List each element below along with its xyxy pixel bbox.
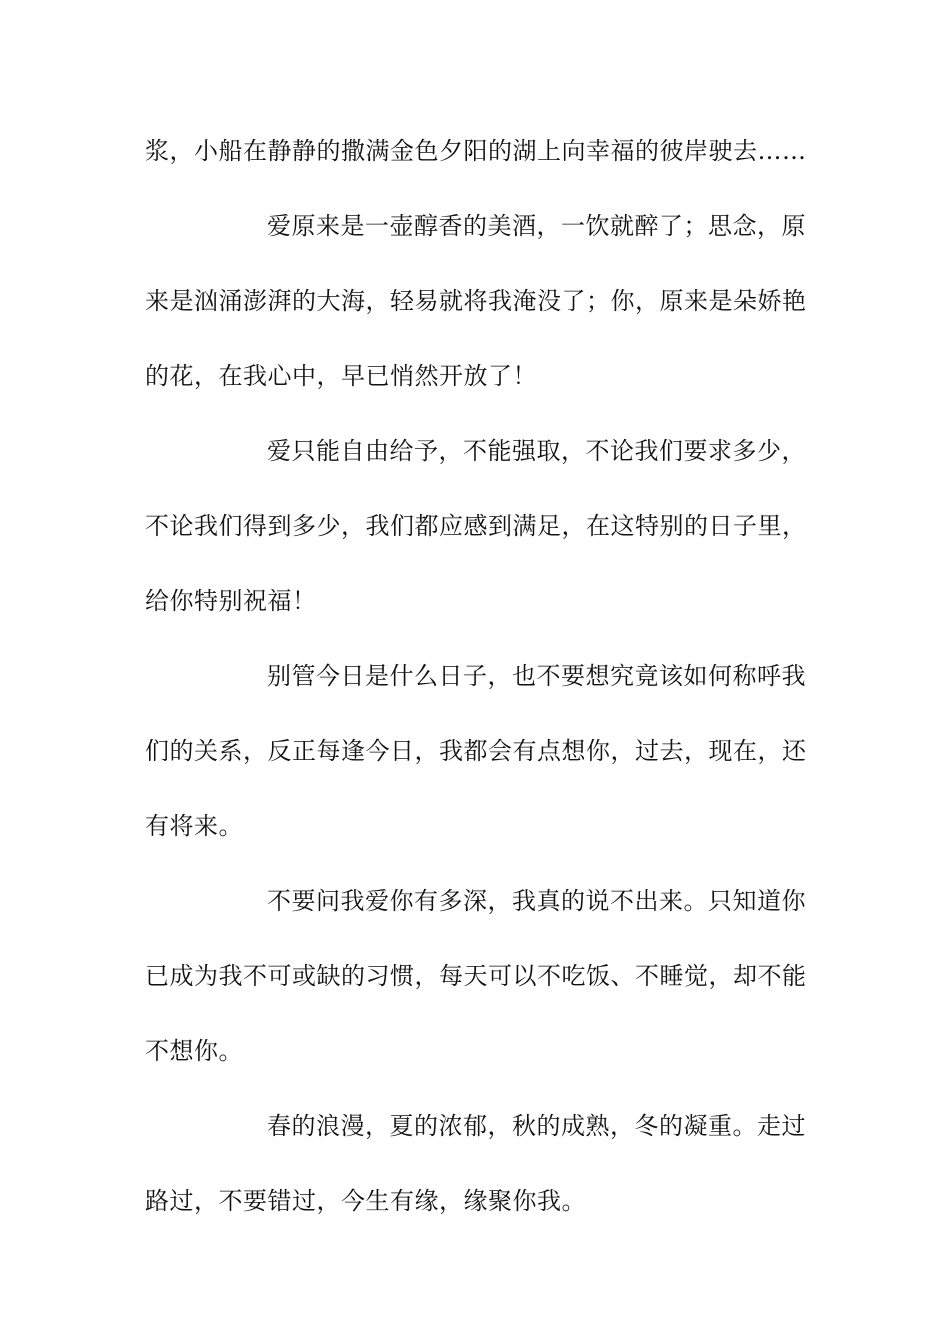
text-line: 不想你。 — [145, 1037, 243, 1065]
text-line: 不论我们得到多少，我们都应感到满足，在这特别的日子里， — [145, 512, 807, 540]
paragraph-first-line: 爱原来是一壶醇香的美酒，一饮就醉了；思念，原 — [267, 212, 806, 240]
text-line: 给你特别祝福！ — [145, 587, 317, 615]
text-line: 的花，在我心中，早已悄然开放了！ — [145, 362, 537, 390]
paragraph-first-line: 爱只能自由给予，不能强取，不论我们要求多少， — [267, 437, 806, 465]
paragraph-first-line: 别管今日是什么日子，也不要想究竟该如何称呼我 — [267, 662, 806, 690]
text-line: 们的关系，反正每逢今日，我都会有点想你，过去，现在，还 — [145, 737, 807, 765]
text-line: 浆，小船在静静的撒满金色夕阳的湖上向幸福的彼岸驶去…… — [145, 137, 807, 165]
text-line: 路过，不要错过，今生有缘，缘聚你我。 — [145, 1187, 586, 1215]
paragraph-first-line: 不要问我爱你有多深，我真的说不出来。只知道你 — [267, 887, 806, 915]
text-line: 有将来。 — [145, 812, 243, 840]
text-line: 来是汹涌澎湃的大海，轻易就将我淹没了；你，原来是朵娇艳 — [145, 287, 807, 315]
paragraph-first-line: 春的浪漫，夏的浓郁，秋的成熟，冬的凝重。走过 — [267, 1112, 806, 1140]
text-line: 已成为我不可或缺的习惯，每天可以不吃饭、不睡觉，却不能 — [145, 962, 807, 990]
